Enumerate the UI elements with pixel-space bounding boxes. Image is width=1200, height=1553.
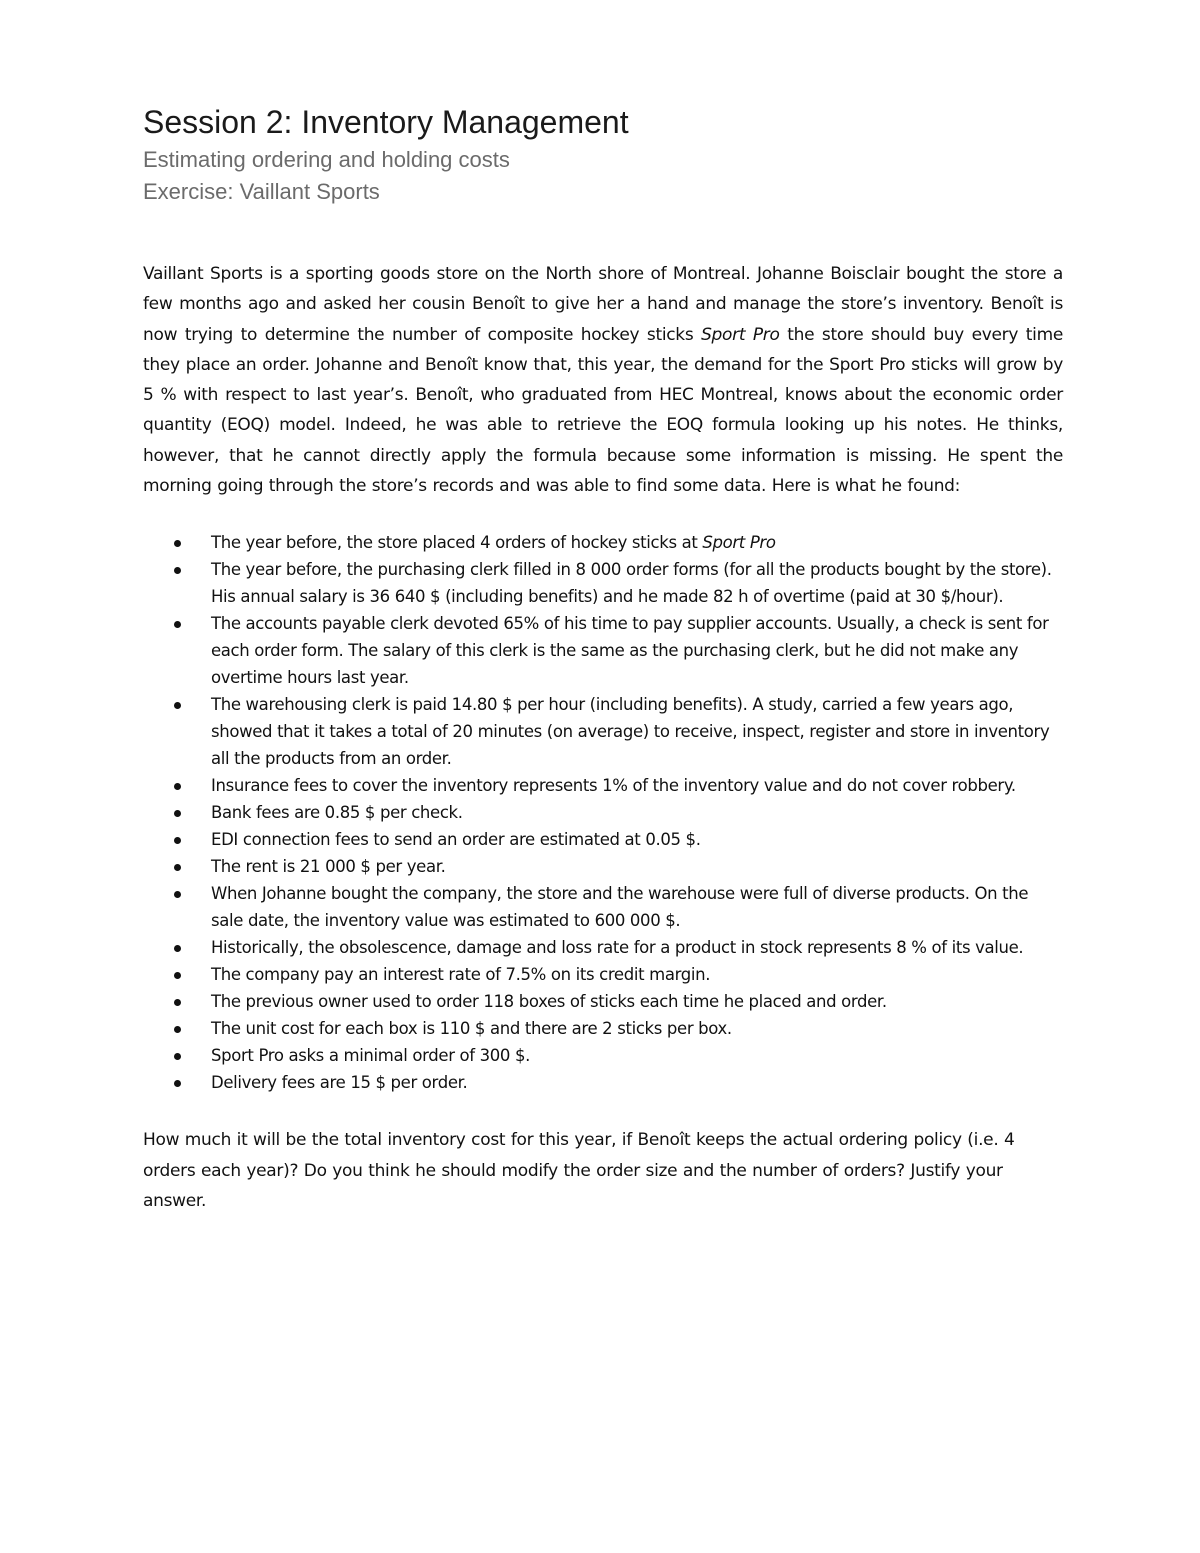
bullet-icon: [174, 999, 181, 1006]
document-page: [143, 100, 1063, 1233]
list-item: [143, 826, 1063, 853]
list-item: [143, 610, 1063, 691]
exercise-heading: Exercise: Vaillant Sports: [143, 179, 380, 204]
bullet-icon: [174, 864, 181, 871]
bullet-icon: [174, 891, 181, 898]
list-item-text: The accounts payable clerk devoted 65% of his time to pay supplier accounts. Usually, a check is sent for each order form. The salary of this clerk is the same as the purchasing clerk, but he did not make any overtime hours last year.: [211, 614, 1049, 688]
list-item-text: The previous owner used to order 118 boxes of sticks each time he placed and order.: [211, 992, 887, 1012]
list-item-text: Historically, the obsolescence, damage and loss rate for a product in stock represents 8 % of its value.: [211, 938, 1024, 958]
page-title: Session 2: Inventory Management: [143, 104, 629, 140]
bullet-icon: [174, 567, 181, 574]
intro-paragraph: [143, 259, 1063, 501]
bullet-icon: [174, 1026, 181, 1033]
list-item: [143, 556, 1063, 610]
question-paragraph: How much it will be the total inventory cost for this year, if Benoît keeps the actual ordering policy (i.e. 4 orders each year)? Do you think he should modify the order size and the number of orders? Justify your answer.: [143, 1130, 1015, 1211]
bullet-icon: [174, 621, 181, 628]
list-item: [143, 691, 1063, 772]
list-item: [143, 880, 1063, 934]
list-item-text: Delivery fees are 15 $ per order.: [211, 1073, 468, 1093]
bullet-icon: [174, 783, 181, 790]
bullet-icon: [174, 1053, 181, 1060]
bullet-icon: [174, 945, 181, 952]
bullet-icon: [174, 837, 181, 844]
intro-text-part1: Vaillant Sports is a sporting goods store on the North shore of Montreal. Johanne Boisclair bought the store a few months ago and asked her cousin Benoît to give her a hand and manage the store’s inventory. Benoît is now trying to determine the number of composite hockey sticks: [143, 264, 1063, 345]
bullet-icon: [174, 540, 181, 547]
findings-list: [143, 529, 1063, 1096]
list-item-text: Bank fees are 0.85 $ per check.: [211, 803, 463, 823]
list-item: [143, 853, 1063, 880]
list-item-text: Sport Pro asks a minimal order of 300 $.: [211, 1046, 531, 1066]
list-item-text: The rent is 21 000 $ per year.: [211, 857, 446, 877]
list-item: [143, 1042, 1063, 1069]
list-item-text: Insurance fees to cover the inventory represents 1% of the inventory value and do not cover robbery.: [211, 776, 1016, 796]
bullet-icon: [174, 810, 181, 817]
list-item: [143, 1069, 1063, 1096]
list-item-italic: Sport Pro: [702, 533, 776, 553]
list-item-text: The year before, the purchasing clerk filled in 8 000 order forms (for all the products bought by the store). His annual salary is 36 640 $ (including benefits) and he made 82 h of overtime (paid at 30 $/hour).: [211, 560, 1052, 607]
bullet-icon: [174, 1080, 181, 1087]
list-item: [143, 772, 1063, 799]
list-item: [143, 988, 1063, 1015]
list-item-text: When Johanne bought the company, the store and the warehouse were full of diverse products. On the sale date, the inventory value was estimated to 600 000 $.: [211, 884, 1029, 931]
bullet-icon: [174, 702, 181, 709]
list-item: [143, 961, 1063, 988]
list-item-text: The unit cost for each box is 110 $ and there are 2 sticks per box.: [211, 1019, 732, 1039]
list-item-text: EDI connection fees to send an order are estimated at 0.05 $.: [211, 830, 701, 850]
intro-text-part2: the store should buy every time they place an order. Johanne and Benoît know that, this year, the demand for the Sport Pro sticks will grow by 5 % with respect to last year’s. Benoît, who graduated from HEC Montreal, knows about the economic order quantity (EOQ) model. Indeed, he was able to retrieve the EOQ formula looking up his notes. He thinks, however, that he cannot directly apply the formula because some information is missing. He spent the morning going through the store’s records and was able to find some data. Here is what he found:: [143, 324, 1063, 497]
list-item: [143, 1015, 1063, 1042]
list-item-text: The year before, the store placed 4 orders of hockey sticks at: [211, 533, 703, 553]
list-item-text: The company pay an interest rate of 7.5% on its credit margin.: [211, 965, 711, 985]
bullet-icon: [174, 972, 181, 979]
page-subtitle: Estimating ordering and holding costs: [143, 147, 510, 172]
list-item: [143, 799, 1063, 826]
list-item: [143, 934, 1063, 961]
intro-italic-product: Sport Pro: [701, 324, 780, 345]
list-item-text: The warehousing clerk is paid 14.80 $ per hour (including benefits). A study, carried a few years ago, showed that it takes a total of 20 minutes (on average) to receive, inspect, register and store in inventory all the products from an order.: [211, 695, 1050, 769]
list-item: [143, 529, 1063, 556]
